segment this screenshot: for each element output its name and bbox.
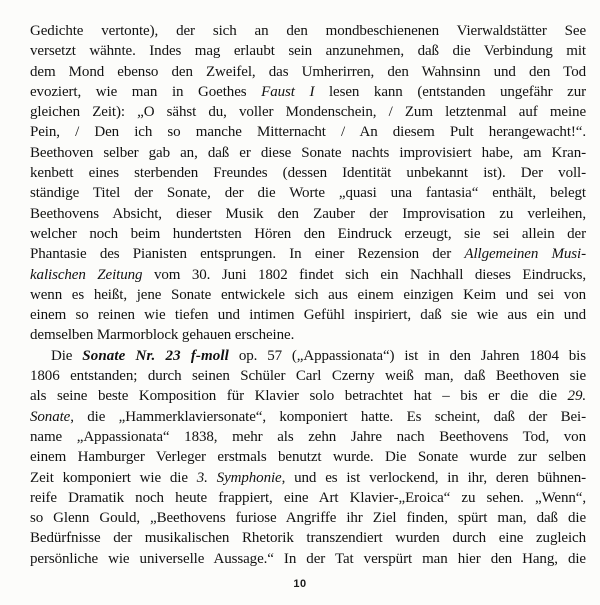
text-run: Sonate Nr. 23 f-moll	[82, 347, 229, 364]
text-line	[30, 183, 586, 203]
text-run: 1806 entstanden; durch seinen Schüler Carl Czerny weiß man, daß Beethoven sie	[30, 368, 586, 385]
text-run: demselben Marmorblock gehauen erscheine.	[30, 327, 295, 344]
text-line	[30, 346, 586, 366]
text-run: Bedürfnisse der musikalischen Rhetorik transzendiert wurden durch eine zugleich	[30, 530, 586, 547]
text-line	[30, 163, 586, 183]
text-run: vom 30. Juni 1802 findet sich ein Nachhall dieses Eindrucks,	[142, 266, 586, 283]
text-line	[30, 265, 586, 285]
text-run: dem Mond ebenso den Zweifel, das Umherirren, den Wahnsinn und den Tod	[30, 63, 586, 80]
text-run: evoziert, wie man in Goethes	[30, 83, 262, 100]
text-run: Beethoven selber gab an, daß er diese Sonate nachts improvisiert habe, am Kran-	[30, 144, 586, 161]
text-run: einem Hamburger Verleger erstmals benutzt wurde. Die Sonate wurde zur selben	[30, 449, 586, 466]
text-run: kenbett eines sterbenden Freundes (dessen Identität unbekannt ist). Der voll-	[30, 165, 586, 182]
text-line	[30, 21, 586, 41]
text-run: Pein, / Den ich so manche Mitternacht / An diesem Pult herangewacht!“.	[30, 124, 586, 141]
text-run: Gedichte vertonte), der sich an den mondbeschienenen Vierwaldstätter See	[30, 23, 586, 39]
text-line	[30, 244, 586, 264]
text-line	[30, 386, 586, 406]
text-run: einem so reinen wie tiefen und intimen Gefühl inspiriert, daß sie wie aus ein und	[30, 307, 586, 324]
text-run: wenn es heißt, jene Sonate entwickele sich aus einem einzigen Keim und sei von	[30, 286, 586, 303]
text-line	[30, 549, 586, 569]
text-run: Phantasie des Pianisten entsprungen. In einer Rezension der	[30, 246, 465, 263]
text-run: Sonate	[30, 408, 71, 425]
text-run: kalischen Zeitung	[30, 266, 143, 283]
text-run: , die „Hammerklaviersonate“, komponiert hatte. Es scheint, daß der Bei-	[70, 408, 586, 425]
text-run: Beethovens Absicht, dieser Musik den Zauber der Improvisation zu verleihen,	[30, 205, 586, 222]
text-run: ständige Titel der Sonate, der die Worte „quasi una fantasia“ enthält, belegt	[30, 185, 586, 202]
text-run: gleichen Zeit): „O sähst du, voller Mondenschein, / Zum letztenmal auf meine	[30, 104, 586, 121]
page-number: 10	[293, 578, 307, 590]
text-line	[30, 82, 586, 102]
text-run: name „Appassionata“ 1838, mehr als zehn Jahre nach Beethovens Tod, von	[30, 428, 586, 445]
text-run: op. 57 („Appassionata“) ist in den Jahren 1804 bis	[228, 347, 586, 364]
text-line	[30, 62, 586, 82]
text-line	[30, 102, 586, 122]
text-run: reife Dramatik noch heute frappiert, eine Art Klavier-„Eroica“ zu sehen. „Wenn“,	[30, 489, 586, 506]
text-run: , und es ist verlockend, in ihr, deren bühnen-	[281, 469, 586, 486]
text-run: Zeit komponiert wie die	[30, 469, 197, 486]
text-run: versetzt wähnte. Indes mag erlaubt sein anzunehmen, daß die Verbindung mit	[30, 43, 586, 60]
text-line	[30, 204, 586, 224]
text-block	[30, 21, 586, 569]
text-line	[30, 427, 586, 447]
text-run: so Glenn Gould, „Beethovens furiose Angriffe ihr Ziel finden, spürt man, daß die	[30, 510, 586, 527]
text-line	[30, 285, 586, 305]
text-run: Faust I	[261, 83, 315, 100]
text-run: 3. Symphonie	[196, 469, 282, 486]
text-line	[30, 305, 586, 325]
text-run: persönliche wie universelle Aussage.“ In der Tat verspürt man hier den Hang, die	[30, 550, 586, 567]
text-line	[30, 488, 586, 508]
text-line	[30, 508, 586, 528]
text-run: als seine beste Komposition für Klavier solo betrachtet hat – bis er die die	[30, 388, 568, 405]
text-line	[30, 407, 586, 427]
text-line	[30, 122, 586, 142]
text-line	[30, 366, 586, 386]
text-run: welcher noch beim hundertsten Hören den Eindruck erzeugt, sie sei allein der	[30, 225, 586, 242]
text-run: Allgemeinen Musi-	[464, 246, 586, 263]
text-run: Die	[51, 347, 83, 364]
text-line	[30, 224, 586, 244]
text-line	[30, 528, 586, 548]
text-line	[30, 143, 586, 163]
text-line	[30, 468, 586, 488]
text-run: lesen kann (entstanden ungefähr zur	[314, 83, 586, 100]
text-run: 29.	[567, 388, 586, 405]
text-line	[30, 41, 586, 61]
text-line	[30, 325, 586, 345]
text-line	[30, 447, 586, 467]
